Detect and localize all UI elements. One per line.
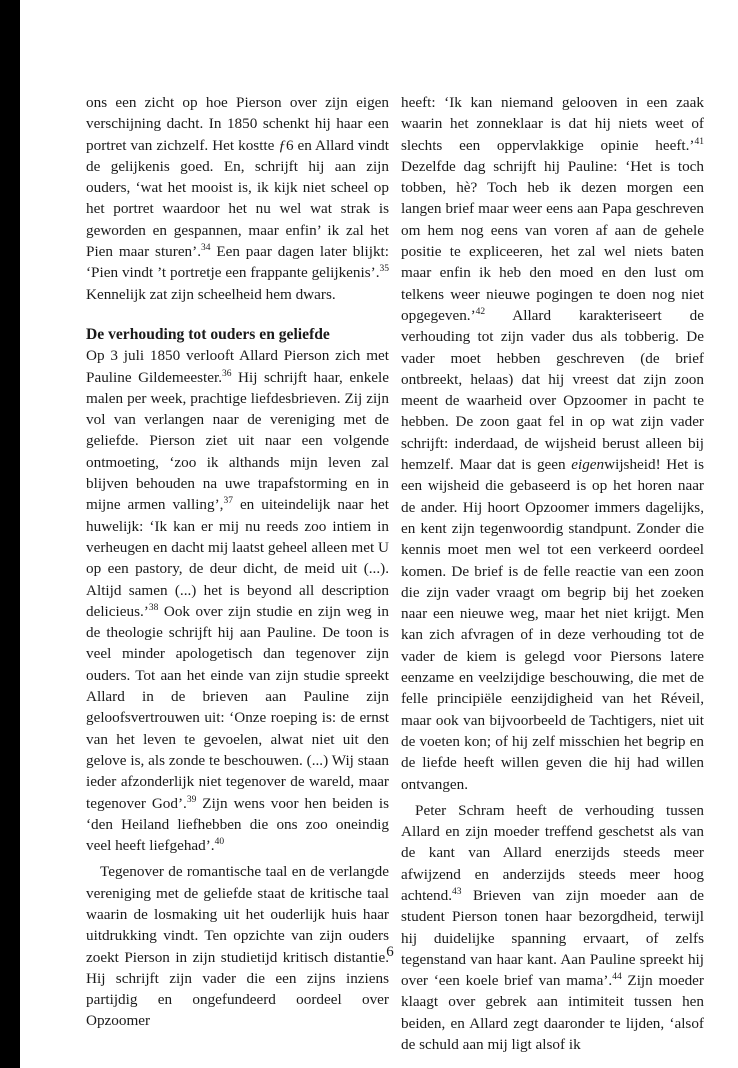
footnote-marker: 36	[222, 368, 232, 379]
page-number: 6	[386, 944, 394, 960]
footnote-marker: 38	[148, 602, 159, 613]
footnote-marker: 39	[186, 794, 197, 805]
section-heading: De verhouding tot ouders en geliefde	[86, 325, 330, 343]
footnote-marker: 44	[612, 972, 622, 983]
footnote-marker: 43	[452, 886, 462, 897]
paragraph: Op 3 juli 1850 verlooft Allard Pierson zich met Pauline Gildemeester.$^{36}$ Hij schrijft haar, enkele malen per week, prachtige liefdesbrieven. Zij zijn vol van verlangen naar de vereniging met de geliefde. Pierson ziet uit naar een volgende ontmoeting, ‘zoo ik althands mijn leven zal blijven behouden na uwe trapafstorming en in mijne armen valling’,$^{37}$ en uiteindelijk naar het huwelijk: ‘Ik kan er mij nu reeds zoo intiem in verheugen en dacht mij laatst geheel alleen met U op een pastory, de deur dicht, de meid uit (...). Altijd samen (...) het is beyond all description delicieus.’$^{38}$ Ook over zijn studie en zijn weg in de theologie schrijft hij aan Pauline. De toon is veel minder apologetisch dan tegenover zijn ouders. Tot aan het einde van zijn studie spreekt Allard in de brieven aan Pauline zijn geloofsvertrouwen uit: ‘Onze roeping is: de ernst van het leven te gevoelen, alwat niet uit den gelove is, als zonde te beschouwen. (...) Wij staan ieder afzonderlijk niet tegenover de wareld, maar tegenover God’.$^{39}$ Zijn wens voor hen beiden is ‘den Heiland liefhebben die ons zoo oneindig veel heeft liefgehad’.$^{40}$	[86, 347, 389, 855]
paragraph: ons een zicht op hoe Pierson over zijn eigen verschijning dacht. In 1850 schenkt hij haar een portret van zichzelf. Het kostte ƒ6 en Allard vindt de gelijkenis goed. En, schrijft hij aan zijn ouders, ‘wat het mooist is, ik kijk niet scheel op het portret waardoor het nu wel wat strak is geworden en gespannen, maar enfin’ ik zal het Pien maar sturen’.$^{34}$ Een paar dagen later blijkt: ‘Pien vindt ’t portretje een frappante gelijkenis’.$^{35}$ Kennelijk zat zijn scheelheid hem dwars.	[86, 94, 389, 303]
paragraph: Tegenover de romantische taal en de verlangde vereniging met de geliefde staat de kritische taal waarin de losmaking uit het ouderlijk huis haar uitdrukking vindt. Ten opzichte van zijn ouders zoekt Pierson in zijn studietijd kritisch distantie. Hij schrijft zijn vader die een zijns inziens partijdig en ongefundeerd oordeel over Opzoomer	[86, 863, 389, 1030]
footnote-marker: 41	[694, 136, 704, 147]
footnote-marker: 42	[475, 306, 486, 317]
right-column	[401, 92, 704, 1055]
footnote-marker: 35	[379, 264, 389, 275]
left-column	[86, 92, 389, 1032]
scan-border	[0, 0, 20, 1068]
paragraph: Peter Schram heeft de verhouding tussen Allard en zijn moeder treffend geschetst als van de kant van Allard enerzijds steeds meer afwijzend en anderzijds steeds meer hoog achtend.$^{43}$ Brieven van zijn moeder aan de student Pierson tonen haar bezorgdheid, terwijl hij duidelijke spanning ervaart, of zelfs tegenstand van haar kant. Aan Pauline spreekt hij over ‘een koele brief van mama’.$^{44}$ Zijn moeder klaagt over gebrek aan intimiteit tussen hen beiden, en Allard zegt daaronder te lijden, ‘alsof de schuld aan mij ligt alsof ik	[401, 801, 704, 1054]
paragraph: heeft: ‘Ik kan niemand gelooven in een zaak waarin het zonneklaar is dat hij niets weet of slechts een oppervlakkige opinie heeft.’$^{41}$ Dezelfde dag schrijft hij Pauline: ‘Het is toch tobben, hè? Toch heb ik dezen morgen een langen brief maar weer eens aan Papa geschreven om hem nog eens van voren af aan de gehele positie te expliceeren, het zal wel niets baten maar enfin ik heb den moed en den lust om telkens weer nieuwe pogingen te doen nog niet opgegeven.’$^{42}$ Allard karakteriseert de verhouding tot zijn vader dus als tobberig. De vader moet hebben geschreven (de brief ontbreekt, helaas) dat hij vreest dat zijn zoon meent de waarheid over Opzoomer in pacht te hebben. De zoon gaat fel in op wat zijn vader schrijft: inderdaad, de wijsheid berust alleen bij hemzelf. Maar dat is geen eigenwijsheid! Het is een wijsheid die gebaseerd is op het horen naar de ander. Hij hoort Opzoomer immers dagelijks, en kent zijn tegenwoordig standpunt. Zonder die kennis moet men wel tot een verkeerd oordeel komen. De brief is de felle reactie van een zoon die zijn vader vraagt om begrip bij het zoeken naar een nieuwe weg, maar het niet krijgt. Men kan zich afvragen of in deze verhouding tot de vader de kiem is gelegd voor Piersons latere eenzame en veelzijdige beschouwing, die met de felle principiële eenzijdigheid van het Réveil, maar ook van bijvoorbeeld de Tachtigers, niet uit de voeten kon; of hij zelf misschien het begrip en de liefde heeft willen geven die hij had willen ontvangen.	[401, 94, 704, 793]
footnote-marker: 34	[201, 243, 211, 254]
footnote-marker: 37	[223, 496, 233, 507]
footnote-marker: 40	[214, 837, 225, 848]
